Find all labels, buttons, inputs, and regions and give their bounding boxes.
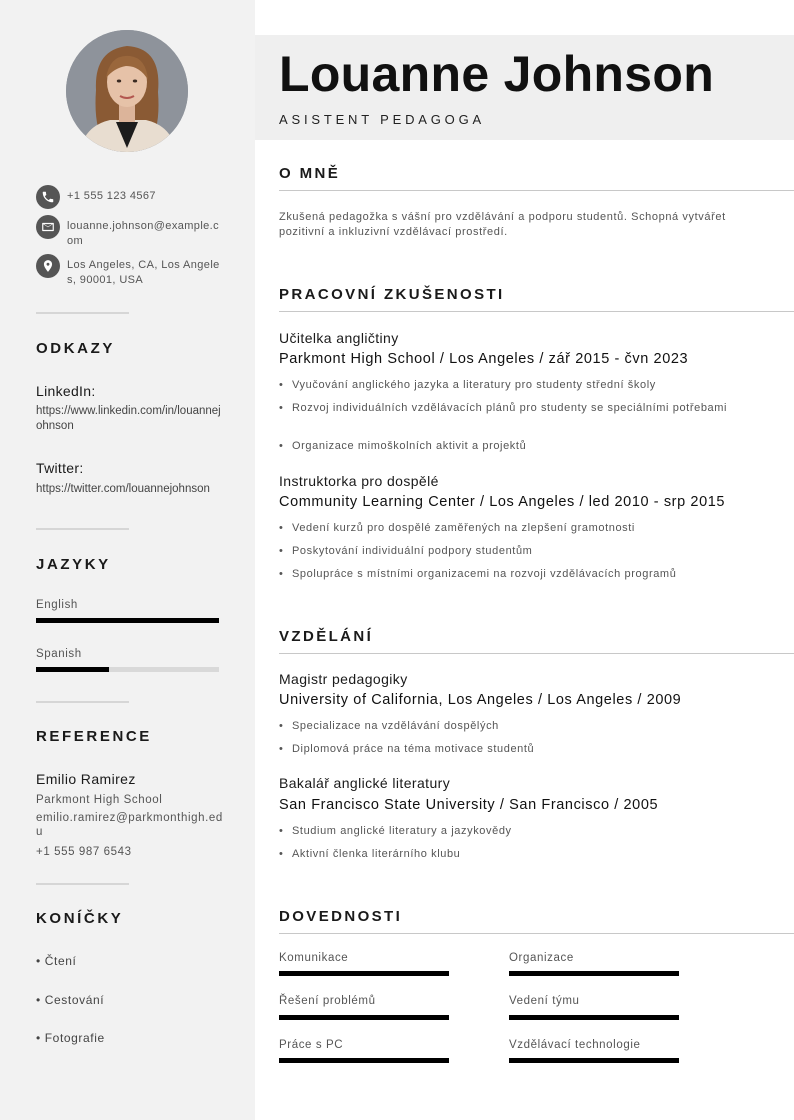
phone-icon [36, 185, 60, 209]
address-text: Los Angeles, CA, Los Angeles, 90001, USA [67, 259, 220, 286]
hobby-item: • Cestování [36, 993, 105, 1007]
education-degree: Bakalář anglické literatury [279, 775, 451, 791]
skill-level-bar [509, 1058, 679, 1063]
hobbies-heading: KONÍČKY [36, 910, 124, 927]
bullet-item: • Specializace na vzdělávání dospělých [279, 720, 499, 732]
language-level-fill [36, 667, 109, 672]
email-text[interactable]: louanne.johnson@example.com [67, 220, 220, 247]
education-heading: VZDĚLÁNÍ [279, 628, 374, 645]
reference-phone: +1 555 987 6543 [36, 846, 132, 858]
skills-heading: DOVEDNOSTI [279, 908, 403, 925]
experience-heading: PRACOVNÍ ZKUŠENOSTI [279, 286, 505, 303]
experience-title: Učitelka angličtiny [279, 330, 399, 346]
education-degree: Magistr pedagogiky [279, 671, 408, 687]
about-text: Zkušená pedagožka s vášní pro vzdělávání a podporu studentů. Schopná vytvářet pozitivní a inkluzivní vzdělávací prostředí. [279, 211, 726, 238]
email-icon [36, 215, 60, 239]
main-content [255, 0, 794, 1120]
language-level-fill [36, 618, 219, 623]
section-rule [279, 653, 794, 654]
language-level-bar [36, 618, 219, 623]
bullet-item: • Rozvoj individuálních vzdělávacích plánů pro studenty se speciálními potřebami [279, 402, 728, 414]
divider [36, 883, 129, 885]
bullet-item: • Poskytování individuální podpory studentům [279, 545, 533, 557]
section-rule [279, 933, 794, 934]
bullet-item: • Spolupráce s místními organizacemi na rozvoji vzdělávacích programů [279, 568, 677, 580]
linkedin-link[interactable]: https://www.linkedin.com/in/louannejohnson [36, 405, 221, 432]
divider [36, 701, 129, 703]
bullet-item: • Studium anglické literatury a jazykovědy [279, 825, 512, 837]
experience-org: Parkmont High School / Los Angeles / zář 2015 - čvn 2023 [279, 351, 689, 367]
skill-level-bar [279, 1058, 449, 1063]
education-school: University of California, Los Angeles / Los Angeles / 2009 [279, 692, 682, 708]
skill-name: Organizace [509, 952, 574, 964]
phone-text[interactable]: +1 555 123 4567 [67, 190, 156, 202]
skill-name: Komunikace [279, 952, 349, 964]
hobby-item: • Čtení [36, 954, 77, 968]
bullet-item: • Aktivní členka literárního klubu [279, 848, 461, 860]
twitter-label: Twitter: [36, 460, 84, 476]
skill-name: Práce s PC [279, 1039, 344, 1051]
experience-title: Instruktorka pro dospělé [279, 473, 439, 489]
linkedin-label: LinkedIn: [36, 383, 96, 399]
divider [36, 312, 129, 314]
section-rule [279, 311, 794, 312]
twitter-link[interactable]: https://twitter.com/louannejohnson [36, 483, 210, 495]
about-heading: O MNĚ [279, 165, 341, 182]
skill-level-bar [279, 971, 449, 976]
skill-name: Vzdělávací technologie [509, 1039, 641, 1051]
reference-heading: REFERENCE [36, 728, 152, 745]
bullet-item: • Vyučování anglického jazyka a literatury pro studenty střední školy [279, 379, 656, 391]
section-rule [279, 190, 794, 191]
experience-org: Community Learning Center / Los Angeles / led 2010 - srp 2015 [279, 494, 726, 510]
header [255, 35, 794, 140]
sidebar [0, 0, 255, 1120]
skill-level-bar [509, 1015, 679, 1020]
education-school: San Francisco State University / San Francisco / 2005 [279, 797, 659, 813]
page-title: Louanne Johnson [279, 46, 715, 102]
divider [36, 528, 129, 530]
links-heading: ODKAZY [36, 340, 115, 357]
languages-heading: JAZYKY [36, 556, 111, 573]
reference-company: Parkmont High School [36, 794, 163, 806]
profile-photo [66, 30, 188, 152]
language-name: Spanish [36, 648, 82, 660]
bullet-item: • Diplomová práce na téma motivace studentů [279, 743, 535, 755]
hobby-item: • Fotografie [36, 1031, 105, 1045]
skill-level-bar [279, 1015, 449, 1020]
skill-name: Řešení problémů [279, 995, 376, 1007]
reference-name: Emilio Ramirez [36, 771, 136, 787]
skill-level-bar [509, 971, 679, 976]
language-level-bar [36, 667, 219, 672]
bullet-item: • Organizace mimoškolních aktivit a projektů [279, 440, 527, 452]
bullet-item: • Vedení kurzů pro dospělé zaměřených na zlepšení gramotnosti [279, 522, 635, 534]
location-pin-icon [36, 254, 60, 278]
reference-email[interactable]: emilio.ramirez@parkmonthigh.edu [36, 812, 223, 838]
job-title: ASISTENT PEDAGOGA [279, 112, 485, 127]
avatar [66, 30, 188, 152]
skill-name: Vedení týmu [509, 995, 580, 1007]
language-name: English [36, 599, 78, 611]
